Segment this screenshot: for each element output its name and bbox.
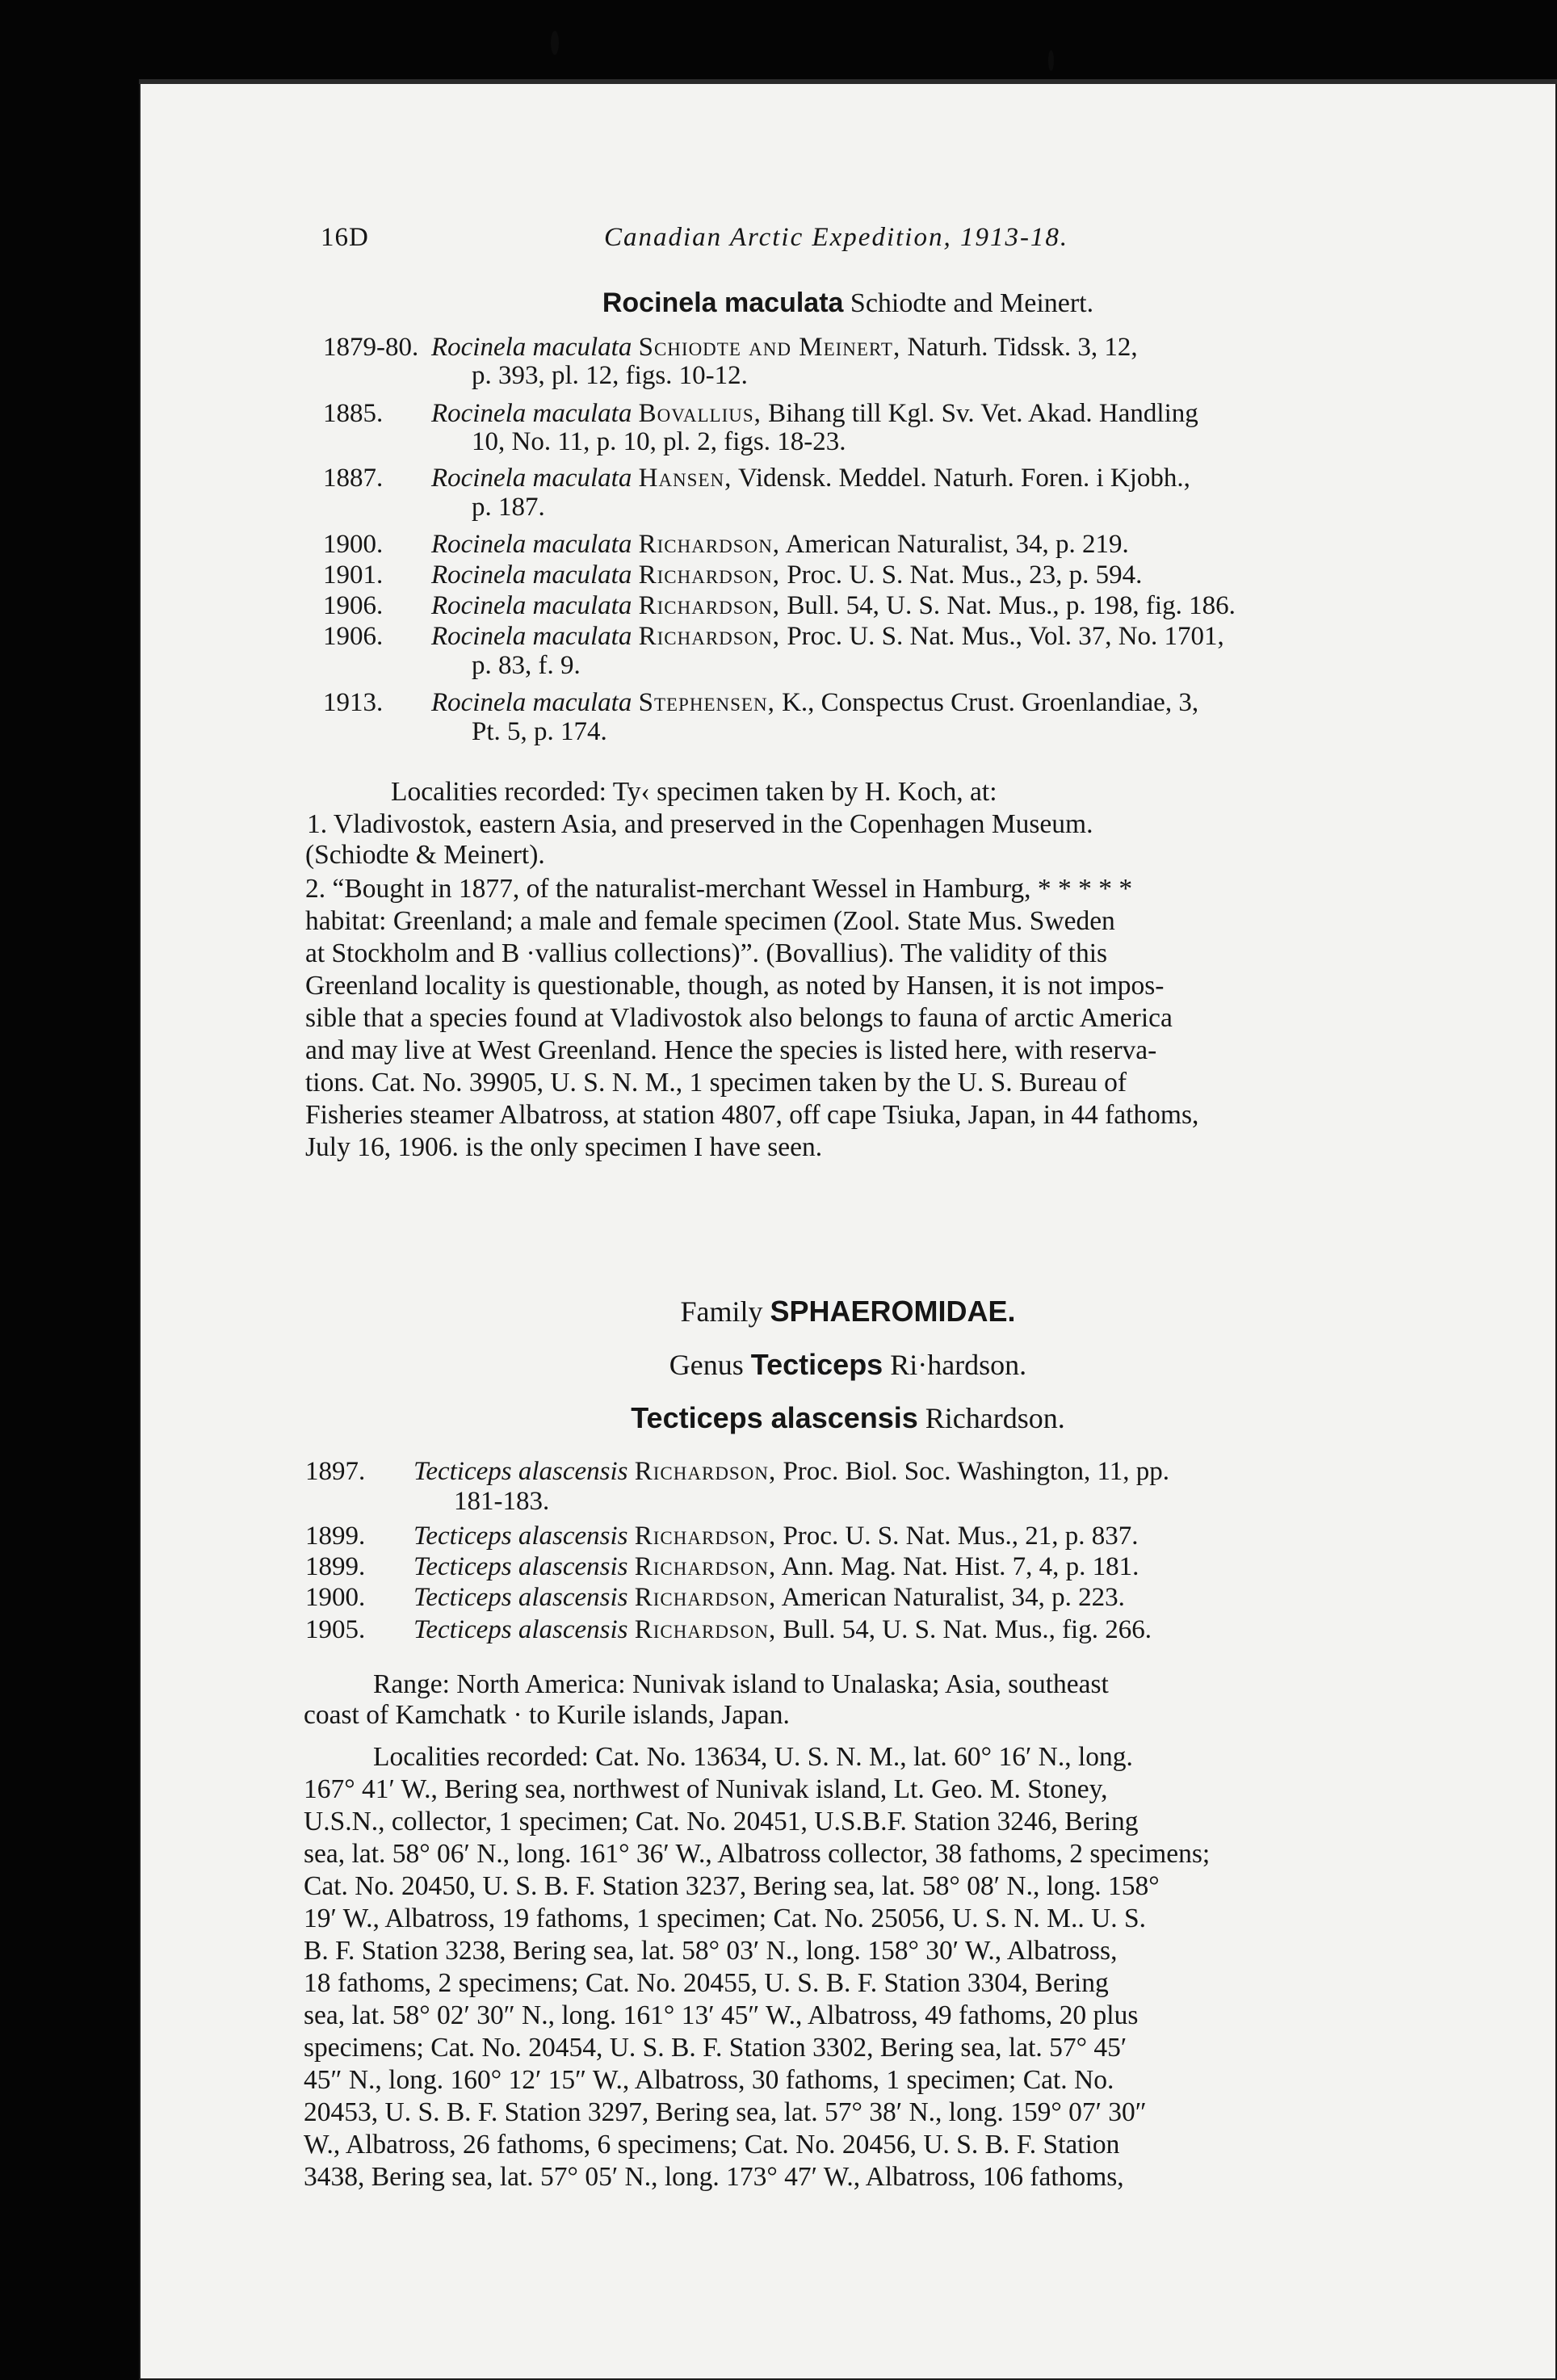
ref-species: Tecticeps alascensis	[413, 1457, 628, 1486]
species-heading-authors: Richardson.	[925, 1402, 1065, 1434]
ref-continuation: 181-183.	[454, 1487, 550, 1516]
ref-entry	[413, 1581, 1125, 1614]
ref-citation: Vidensk. Meddel. Naturh. Foren. i Kjobh.,	[738, 464, 1190, 493]
ref-year: 1906.	[323, 591, 384, 620]
ref-author: Hansen,	[638, 464, 732, 493]
ref-entry	[431, 331, 1138, 363]
ref-entry	[413, 1614, 1152, 1646]
ref-species: Tecticeps alascensis	[413, 1615, 628, 1644]
scan-speck	[551, 31, 559, 55]
text-line: Range: North America: Nunivak island to Unalaska; Asia, southeast	[373, 1669, 1109, 1699]
family-name: SPHAEROMIDAE.	[770, 1295, 1016, 1328]
family-label: Family	[680, 1295, 763, 1328]
text-line: sea, lat. 58° 02′ 30″ N., long. 161° 13′ 45″ W., Albatross, 49 fathoms, 20 plus	[304, 2000, 1139, 2030]
ref-year: 1897.	[305, 1457, 366, 1486]
text-line: Greenland locality is questionable, though, as noted by Hansen, it is not impos-	[305, 971, 1165, 1001]
scan-speck	[1048, 50, 1054, 71]
ref-entry	[431, 462, 1190, 494]
ref-year: 1899.	[305, 1522, 366, 1551]
text-line: W., Albatross, 26 fathoms, 6 specimens; Cat. No. 20456, U. S. B. F. Station	[304, 2130, 1120, 2160]
ref-entry	[413, 1551, 1139, 1583]
ref-entry	[431, 397, 1198, 430]
book-page	[139, 79, 1557, 2380]
page-content	[139, 79, 1557, 2380]
text-line: 3438, Bering sea, lat. 57° 05′ N., long. 173° 47′ W., Albatross, 106 fathoms,	[304, 2162, 1124, 2192]
ref-species: Rocinela maculata	[431, 560, 632, 590]
running-head-title: Canadian Arctic Expedition, 1913-18.	[604, 223, 1069, 252]
species-heading-authors: Schiodte and Meinert.	[850, 288, 1094, 318]
text-line: B. F. Station 3238, Bering sea, lat. 58° 03′ N., long. 158° 30′ W., Albatross,	[304, 1936, 1118, 1966]
species-heading-name: Tecticeps alascensis	[631, 1401, 918, 1434]
page-number: 16D	[321, 223, 369, 252]
ref-species: Tecticeps alascensis	[413, 1552, 628, 1581]
ref-year: 1900.	[305, 1583, 366, 1612]
ref-entry	[431, 620, 1224, 653]
ref-citation: Proc. U. S. Nat. Mus., 23, p. 594.	[787, 560, 1143, 590]
ref-citation: Bull. 54, U. S. Nat. Mus., p. 198, fig. 186.	[787, 591, 1236, 620]
ref-author: Richardson,	[634, 1552, 777, 1581]
genus-heading	[139, 1348, 1557, 1382]
ref-continuation: Pt. 5, p. 174.	[472, 717, 607, 746]
text-line: (Schiodte & Meinert).	[305, 840, 545, 870]
ref-author: Richardson,	[634, 1583, 777, 1612]
ref-year: 1879-80.	[323, 333, 419, 362]
ref-species: Tecticeps alascensis	[413, 1522, 628, 1551]
ref-year: 1885.	[323, 399, 384, 428]
ref-citation: Bihang till Kgl. Sv. Vet. Akad. Handling	[768, 399, 1198, 428]
text-line: and may live at West Greenland. Hence the species is listed here, with reserva-	[305, 1035, 1157, 1065]
text-line: 1. Vladivostok, eastern Asia, and preserved in the Copenhagen Museum.	[307, 809, 1093, 839]
text-line: coast of Kamchatk · to Kurile islands, Japan.	[304, 1700, 790, 1730]
genus-label: Genus	[669, 1349, 744, 1381]
ref-entry	[413, 1520, 1138, 1552]
ref-author: Richardson,	[638, 560, 781, 590]
ref-species: Rocinela maculata	[431, 591, 632, 620]
ref-citation: Proc. Biol. Soc. Washington, 11, pp.	[783, 1457, 1170, 1486]
ref-entry	[431, 559, 1142, 591]
text-line: sible that a species found at Vladivostok also belongs to fauna of arctic America	[305, 1003, 1173, 1033]
ref-author: Richardson,	[638, 622, 781, 651]
species-heading-name: Rocinela maculata	[602, 288, 844, 318]
ref-author: Schiodte and Meinert,	[638, 333, 901, 362]
ref-continuation: p. 393, pl. 12, figs. 10-12.	[472, 361, 748, 390]
ref-author: Richardson,	[634, 1457, 777, 1486]
text-line: sea, lat. 58° 06′ N., long. 161° 36′ W., Albatross collector, 38 fathoms, 2 specimens;	[304, 1839, 1211, 1869]
ref-author: Richardson,	[638, 591, 781, 620]
ref-citation: Ann. Mag. Nat. Hist. 7, 4, p. 181.	[781, 1552, 1139, 1581]
text-line: 20453, U. S. B. F. Station 3297, Bering sea, lat. 57° 38′ N., long. 159° 07′ 30″	[304, 2097, 1147, 2127]
ref-continuation: p. 187.	[472, 493, 545, 522]
ref-entry	[431, 686, 1198, 719]
ref-author: Bovallius,	[638, 399, 762, 428]
genus-author: Ri·hardson.	[890, 1349, 1027, 1381]
ref-species: Rocinela maculata	[431, 399, 632, 428]
ref-citation: American Naturalist, 34, p. 219.	[785, 530, 1129, 559]
family-heading	[139, 1295, 1557, 1329]
ref-entry	[431, 528, 1129, 560]
text-line: U.S.N., collector, 1 specimen; Cat. No. 20451, U.S.B.F. Station 3246, Bering	[304, 1807, 1139, 1836]
ref-year: 1901.	[323, 560, 384, 590]
ref-species: Rocinela maculata	[431, 333, 632, 362]
text-line: July 16, 1906. is the only specimen I have seen.	[305, 1132, 823, 1162]
ref-author: Richardson,	[634, 1615, 777, 1644]
ref-citation: Proc. U. S. Nat. Mus., Vol. 37, No. 1701,	[787, 622, 1224, 651]
ref-citation: American Naturalist, 34, p. 223.	[781, 1583, 1125, 1612]
ref-continuation: p. 83, f. 9.	[472, 651, 581, 680]
text-line: Cat. No. 20450, U. S. B. F. Station 3237, Bering sea, lat. 58° 08′ N., long. 158°	[304, 1871, 1160, 1901]
species-heading-rocinela	[139, 288, 1557, 319]
ref-species: Rocinela maculata	[431, 530, 632, 559]
ref-year: 1913.	[323, 688, 384, 717]
text-line: Fisheries steamer Albatross, at station 4807, off cape Tsiuka, Japan, in 44 fathoms,	[305, 1100, 1199, 1130]
ref-continuation: 10, No. 11, p. 10, pl. 2, figs. 18-23.	[472, 427, 846, 456]
genus-name: Tecticeps	[750, 1348, 883, 1381]
text-line: habitat: Greenland; a male and female specimen (Zool. State Mus. Sweden	[305, 906, 1115, 936]
ref-species: Rocinela maculata	[431, 688, 632, 717]
ref-citation: Bull. 54, U. S. Nat. Mus., fig. 266.	[783, 1615, 1152, 1644]
text-line: tions. Cat. No. 39905, U. S. N. M., 1 specimen taken by the U. S. Bureau of	[305, 1068, 1127, 1098]
ref-author: Richardson,	[638, 530, 781, 559]
text-line: 2. “Bought in 1877, of the naturalist-merchant Wessel in Hamburg, * * * * *	[305, 874, 1133, 904]
ref-citation: Proc. U. S. Nat. Mus., 21, p. 837.	[783, 1522, 1139, 1551]
ref-year: 1906.	[323, 622, 384, 651]
text-line: Localities recorded: Ty‹ specimen taken by H. Koch, at:	[391, 777, 997, 807]
ref-species: Rocinela maculata	[431, 622, 632, 651]
ref-species: Tecticeps alascensis	[413, 1583, 628, 1612]
ref-citation: Naturh. Tidssk. 3, 12,	[907, 333, 1138, 362]
ref-citation: K., Conspectus Crust. Groenlandiae, 3,	[782, 688, 1199, 717]
species-heading-tecticeps	[139, 1401, 1557, 1435]
text-line: 18 fathoms, 2 specimens; Cat. No. 20455, U. S. B. F. Station 3304, Bering	[304, 1968, 1109, 1998]
text-line: 45″ N., long. 160° 12′ 15″ W., Albatross, 30 fathoms, 1 specimen; Cat. No.	[304, 2065, 1114, 2095]
ref-year: 1900.	[323, 530, 384, 559]
ref-entry	[431, 590, 1236, 622]
ref-entry	[413, 1455, 1169, 1488]
text-line: specimens; Cat. No. 20454, U. S. B. F. Station 3302, Bering sea, lat. 57° 45′	[304, 2033, 1127, 2063]
text-line: Localities recorded: Cat. No. 13634, U. S. N. M., lat. 60° 16′ N., long.	[373, 1742, 1133, 1772]
ref-author: Richardson,	[634, 1522, 777, 1551]
ref-author: Stephensen,	[638, 688, 775, 717]
text-line: 167° 41′ W., Bering sea, northwest of Nunivak island, Lt. Geo. M. Stoney,	[304, 1774, 1108, 1804]
ref-year: 1887.	[323, 464, 384, 493]
text-line: 19′ W., Albatross, 19 fathoms, 1 specimen; Cat. No. 25056, U. S. N. M.. U. S.	[304, 1904, 1147, 1933]
ref-species: Rocinela maculata	[431, 464, 632, 493]
text-line: at Stockholm and B ·vallius collections)”. (Bovallius). The validity of this	[305, 938, 1108, 968]
ref-year: 1899.	[305, 1552, 366, 1581]
ref-year: 1905.	[305, 1615, 366, 1644]
